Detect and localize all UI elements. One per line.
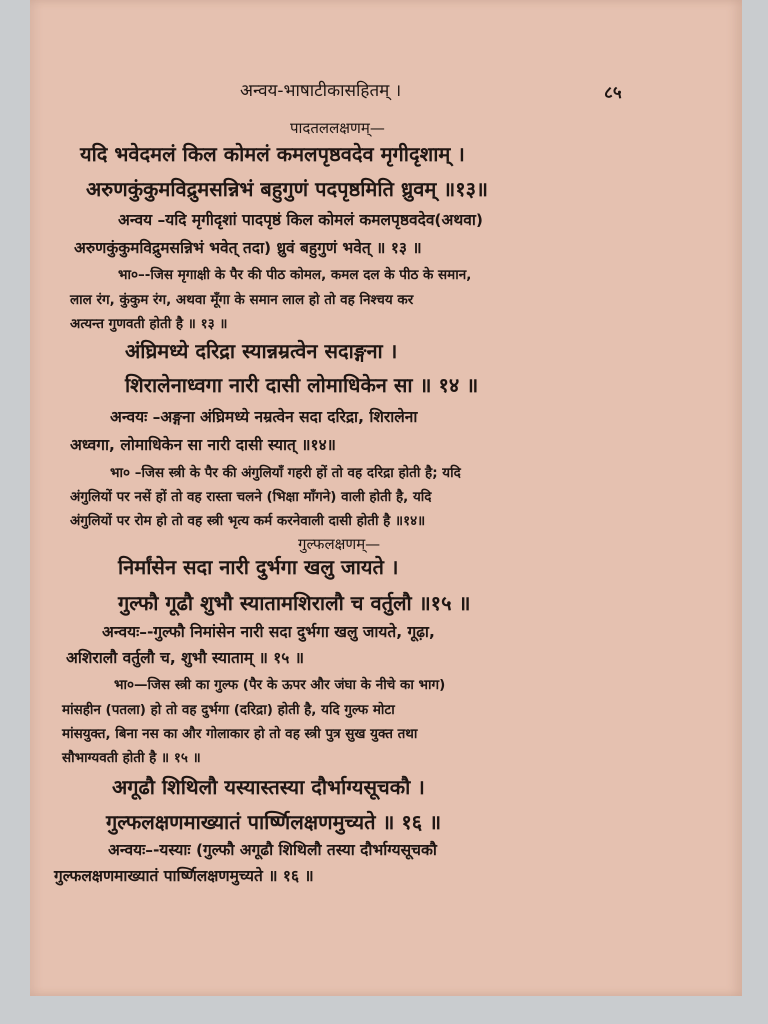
bhasha-13-line-1: भा०–-जिस मृगाक्षी के पैर की पीठ कोमल, कमल दल के पीठ के समान,	[118, 267, 472, 283]
bhasha-13-line-2: लाल रंग, कुंकुम रंग, अथवा मूँगा के समान लाल हो तो वह निश्चय कर	[70, 292, 414, 308]
bhasha-15-line-3: मांसयुक्त, बिना नस का और गोलाकार हो तो वह स्त्री पुत्र सुख युक्त तथा	[62, 726, 418, 742]
anvaya-13-line-2: अरुणकुंकुमविद्रुमसन्निभं भवेत् तदा) ध्रुवं बहुगुणं भवेत् ॥ १३ ॥	[74, 239, 422, 257]
bhasha-15-line-1: भा०—जिस स्त्री का गुल्फ (पैर के ऊपर और जंघा के नीचे का भाग)	[114, 677, 446, 693]
bhasha-14-line-2: अंगुलियों पर नसें हों तो वह रास्ता चलने (भिक्षा माँगने) वाली होती है, यदि	[70, 489, 432, 505]
verse-14-line-2: शिरालेनाध्वगा नारी दासी लोमाधिकेन सा ॥ १४ ॥	[125, 373, 479, 397]
anvaya-14-line-1: अन्वयः –अङ्गना अंघ्रिमध्ये नम्रत्वेन सदा दरिद्रा, शिरालेना	[110, 408, 418, 426]
running-header-title: अन्वय-भाषाटीकासहितम् ।	[240, 81, 402, 101]
section-heading-gulpha: गुल्फलक्षणम्—	[298, 535, 381, 553]
section-heading-padatala: पादतललक्षणम्—	[290, 119, 385, 137]
bhasha-13-line-3: अत्यन्त गुणवती होती है ॥ १३ ॥	[70, 316, 228, 332]
bhasha-15-line-2: मांसहीन (पतला) हो तो वह दुर्भगा (दरिद्रा) होती है, यदि गुल्फ मोटा	[62, 702, 395, 718]
verse-16-line-2: गुल्फलक्षणमाख्यातं पार्ष्णिलक्षणमुच्यते ॥ १६ ॥	[106, 810, 442, 834]
bhasha-15-line-4: सौभाग्यवती होती है ॥ १५ ॥	[62, 750, 201, 766]
anvaya-16-line-2: गुल्फलक्षणमाख्यातं पार्ष्णिलक्षणमुच्यते ॥ १६ ॥	[54, 867, 314, 885]
verse-14-line-1: अंघ्रिमध्ये दरिद्रा स्यान्नम्रत्वेन सदाङ्गना ।	[125, 339, 398, 363]
verse-13-line-2: अरुणकुंकुमविद्रुमसन्निभं बहुगुणं पदपृष्ठमिति ध्रुवम् ॥१३॥	[86, 177, 489, 201]
bhasha-14-line-1: भा० –जिस स्त्री के पैर की अंगुलियाँ गहरी हों तो वह दरिद्रा होती है; यदि	[110, 465, 461, 481]
anvaya-15-line-1: अन्वयः–-गुल्फौ निमांसेन नारी सदा दुर्भगा खलु जायते, गूढ़ा,	[102, 623, 435, 641]
page-number: ८५	[604, 83, 622, 103]
anvaya-15-line-2: अशिरालौ वर्तुलौ च, शुभौ स्याताम् ॥ १५ ॥	[66, 649, 305, 667]
verse-16-line-1: अगूढौ शिथिलौ यस्यास्तस्या दौर्भाग्यसूचकौ ।	[112, 775, 425, 799]
book-page	[30, 0, 742, 996]
anvaya-13-line-1: अन्वय –यदि मृगीदृशां पादपृष्ठं किल कोमलं कमलपृष्ठवदेव(अथवा)	[118, 211, 483, 229]
verse-15-line-1: निर्मांसेन सदा नारी दुर्भगा खलु जायते ।	[118, 555, 399, 579]
verse-13-line-1: यदि भवेदमलं किल कोमलं कमलपृष्ठवदेव मृगीदृशाम् ।	[80, 142, 465, 166]
anvaya-14-line-2: अध्वगा, लोमाधिकेन सा नारी दासी स्यात् ॥१४॥	[70, 436, 336, 454]
verse-15-line-2: गुल्फौ गूढौ शुभौ स्यातामशिरालौ च वर्तुलौ ॥१५ ॥	[118, 591, 471, 615]
bhasha-14-line-3: अंगुलियों पर रोम हो तो वह स्त्री भृत्य कर्म करनेवाली दासी होती है ॥१४॥	[70, 513, 426, 529]
anvaya-16-line-1: अन्वयः–-यस्याः (गुल्फौ अगूढौ शिथिलौ तस्या दौर्भाग्यसूचकौ	[108, 841, 437, 859]
